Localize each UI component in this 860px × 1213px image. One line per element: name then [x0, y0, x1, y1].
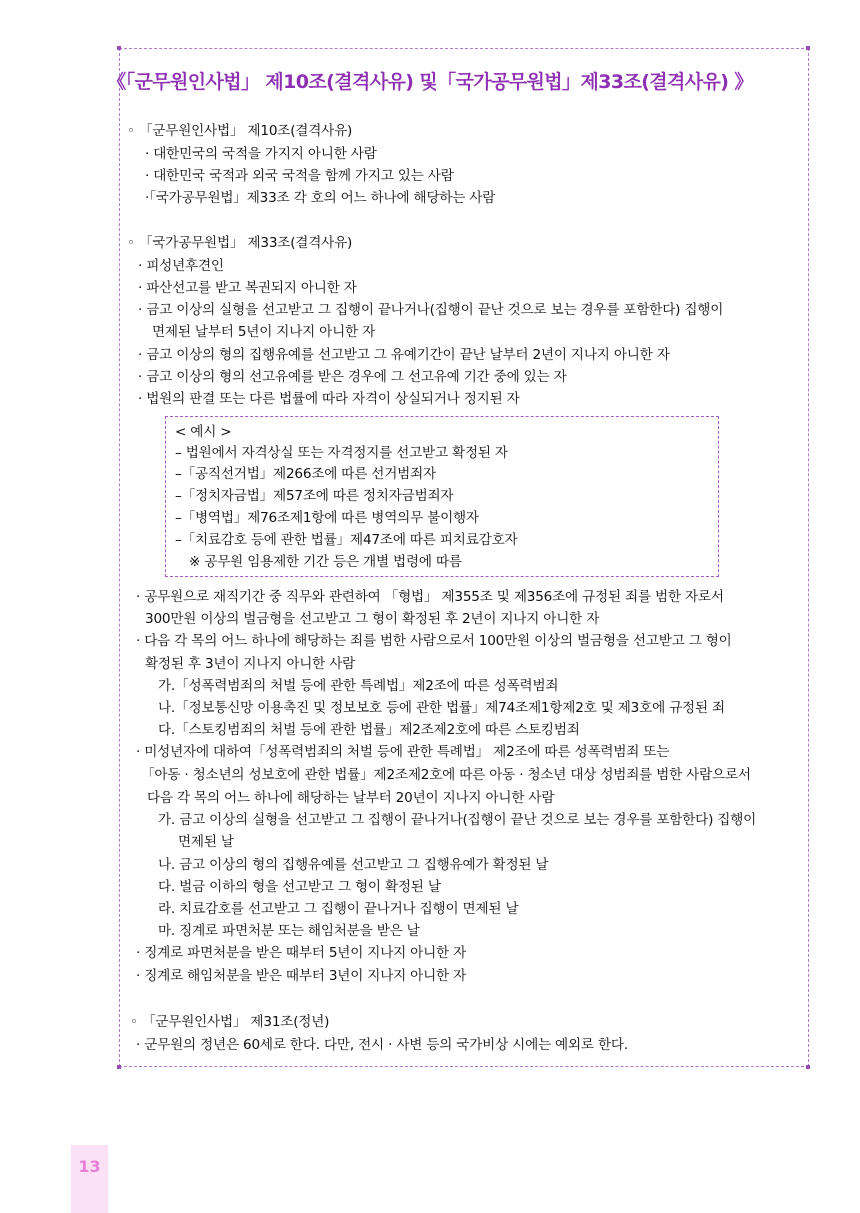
list-item: · 징계로 해임처분을 받은 때부터 3년이 지나지 아니한 자	[136, 968, 467, 984]
list-item: · 파산선고를 받고 복권되지 아니한 자	[138, 280, 357, 296]
list-item: · 법원의 판결 또는 다른 법률에 따라 자격이 상실되거나 정지된 자	[138, 391, 520, 407]
list-item-continuation: 확정된 후 3년이 지나지 아니한 사람	[145, 656, 356, 672]
example-item: –「치료감호 등에 관한 법률」제47조에 따른 피치료감호자	[175, 532, 518, 548]
page-number-tab	[71, 1145, 108, 1213]
page-number: 13	[78, 1157, 101, 1176]
sub-item: 마. 징계로 파면처분 또는 해임처분을 받은 날	[158, 923, 420, 939]
list-item: · 군무원의 정년은 60세로 한다. 다만, 전시 · 사변 등의 국가비상 시에는 예외로 한다.	[136, 1037, 628, 1053]
list-item: · 금고 이상의 형의 선고유예를 받은 경우에 그 선고유예 기간 중에 있는 자	[138, 369, 567, 385]
list-item: · 대한민국의 국적을 가지지 아니한 사람	[145, 146, 377, 162]
sub-item: 라. 치료감호를 선고받고 그 집행이 끝나거나 집행이 면제된 날	[158, 901, 519, 917]
list-item: · 다음 각 목의 어느 하나에 해당하는 죄를 범한 사람으로서 100만원 이상의 벌금형을 선고받고 그 형이	[136, 633, 732, 649]
list-item: · 대한민국 국적과 외국 국적을 함께 가지고 있는 사람	[145, 168, 454, 184]
list-item: ·「국가공무원법」제33조 각 호의 어느 하나에 해당하는 사람	[145, 190, 496, 206]
list-item: · 금고 이상의 실형을 선고받고 그 집행이 끝나거나(집행이 끝난 것으로 보는 경우를 포함한다) 집행이	[138, 302, 724, 318]
sub-item: 다.「스토킹범죄의 처벌 등에 관한 법률」제2조제2호에 따른 스토킹범죄	[158, 722, 580, 738]
list-item: · 징계로 파면처분을 받은 때부터 5년이 지나지 아니한 자	[136, 945, 467, 961]
section-heading: ◦ 「국가공무원법」 제33조(결격사유)	[127, 235, 353, 251]
list-item-continuation: 면제된 날부터 5년이 지나지 아니한 자	[152, 324, 376, 340]
sub-item: 나. 금고 이상의 형의 집행유예를 선고받고 그 집행유예가 확정된 날	[158, 857, 549, 873]
list-item-continuation: 300만원 이상의 벌금형을 선고받고 그 형이 확정된 후 2년이 지나지 아니한 자	[145, 611, 600, 627]
frame-corner-marker	[806, 46, 810, 50]
document-title: 《「군무원인사법」 제10조(결격사유) 및「국가공무원법」제33조(결격사유) 》	[107, 71, 753, 93]
sub-item: 가. 금고 이상의 실형을 선고받고 그 집행이 끝나거나(집행이 끝난 것으로 보는 경우를 포함한다) 집행이	[158, 812, 757, 828]
list-item-continuation: 「아동 · 청소년의 성보호에 관한 법률」제2조제2호에 따른 아동 · 청소년 대상 성범죄를 범한 사람으로서	[141, 767, 751, 783]
example-item: –「병역법」제76조제1항에 따른 병역의무 불이행자	[175, 510, 479, 526]
list-item: · 금고 이상의 형의 집행유예를 선고받고 그 유예기간이 끝난 날부터 2년이 지나지 아니한 자	[138, 347, 670, 363]
frame-corner-marker	[117, 46, 121, 50]
list-item: · 피성년후견인	[138, 258, 224, 274]
list-item: · 공무원으로 재직기간 중 직무와 관련하여 「형법」 제355조 및 제356조에 규정된 죄를 범한 자로서	[136, 589, 724, 605]
sub-item-continuation: 면제된 날	[178, 834, 234, 850]
sub-item: 나.「정보통신망 이용촉진 및 정보보호 등에 관한 법률」제74조제1항제2호 및 제3호에 규정된 죄	[158, 700, 725, 716]
example-item: –「공직선거법」제266조에 따른 선거범죄자	[175, 466, 436, 482]
list-item-continuation: 다음 각 목의 어느 하나에 해당하는 날부터 20년이 지나지 아니한 사람	[147, 790, 555, 806]
section-heading: ◦ 「군무원인사법」 제10조(결격사유)	[127, 123, 353, 139]
example-heading: < 예시 >	[175, 424, 232, 440]
example-item: – 법원에서 자격상실 또는 자격정지를 선고받고 확정된 자	[175, 445, 508, 461]
frame-corner-marker	[117, 1065, 121, 1069]
example-note: ※ 공무원 임용제한 기간 등은 개별 법령에 따름	[189, 554, 462, 570]
sub-item: 다. 벌금 이하의 형을 선고받고 그 형이 확정된 날	[158, 879, 441, 895]
sub-item: 가.「성폭력범죄의 처벌 등에 관한 특례법」제2조에 따른 성폭력범죄	[158, 678, 559, 694]
list-item: · 미성년자에 대하여「성폭력범죄의 처벌 등에 관한 특례법」 제2조에 따른 성폭력범죄 또는	[136, 744, 670, 760]
section-heading: ◦ 「군무원인사법」 제31조(정년)	[130, 1014, 330, 1030]
frame-corner-marker	[806, 1065, 810, 1069]
example-item: –「정치자금법」제57조에 따른 정치자금범죄자	[175, 488, 454, 504]
